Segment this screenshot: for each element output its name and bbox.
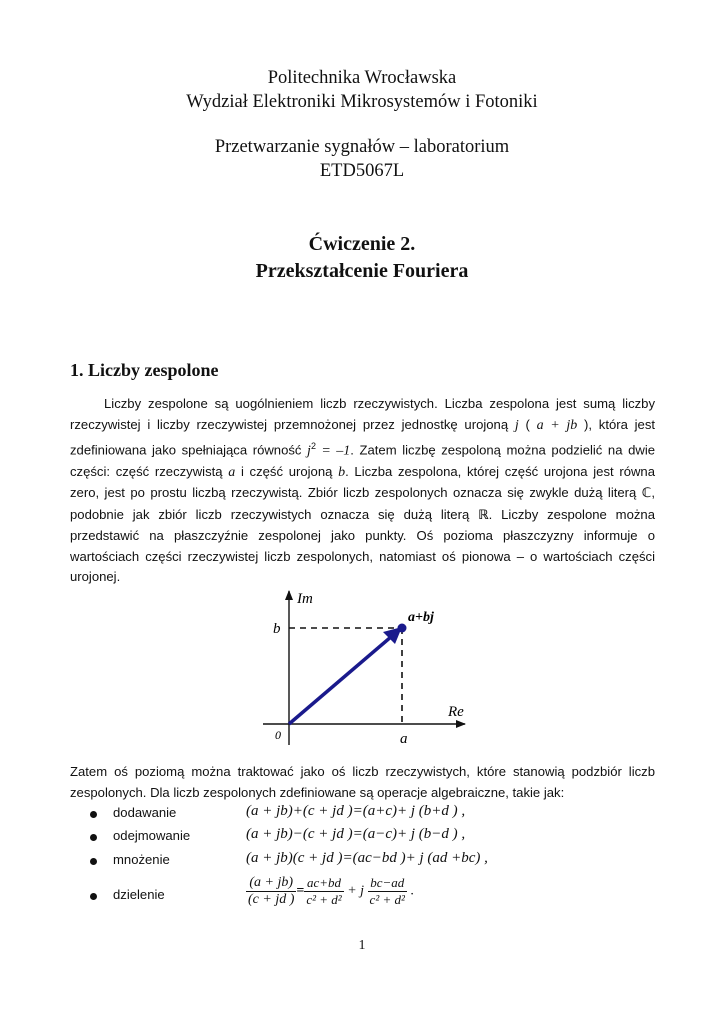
real-set-symbol: ℝ [478,507,489,523]
operations-intro-paragraph: Zatem oś poziomą można traktować jako oś liczb rzeczywistych, które stanowią podzbiór liczb zespolonych. Dla liczb zespolonych zdefiniowane są operacje algebraiczne, takie jak: [70,764,655,800]
bullet-icon [90,893,97,900]
operation-label: dodawanie [113,805,177,820]
exercise-number: Ćwiczenie 2. [308,233,416,255]
complex-vector [289,636,392,724]
course-code: ETD5067L [319,161,405,181]
a-label: a [400,731,408,747]
university-name: Politechnika Wrocławska [267,68,457,88]
exercise-title: Przekształcenie Fouriera [255,260,469,282]
im-axis-label: Im [297,591,313,607]
re-axis-label: Re [448,704,464,720]
point-label: a+bj [408,610,434,625]
operation-formula: (a + jb)(c + jd )=(ac−bd )+ j (ad +bc) , [246,850,488,866]
operation-formula: (a + jb)+(c + jd )=(a+c)+ j (b+d ) , [246,803,466,819]
operation-label: odejmowanie [113,828,191,843]
bullet-icon [90,834,97,841]
origin-label: 0 [275,728,281,742]
division-formula: $\frac{(a + jb)}{(c + jd )}$ = $\frac{ac+bd}{\text{c² + d²}}$ + j $\frac{bc-ad}{\text{c² + d²}}$ . [248,875,414,907]
intro-paragraph: Liczby zespolone są uogólnieniem liczb rzeczywistych. Liczba zespolona jest sumą liczby rzeczywistej i liczby rzeczywistej przemnożonej przez jednostkę urojoną j ( a + jb ), która jest zdefiniowana jako spełniająca równość $j^2 = -1$. Zatem liczbę zespoloną można podzielić na dwie części: część rzeczywistą a i część urojoną b. Liczba zespolona, której część urojona jest równa zero, jest po prostu liczbą rzeczywistą. Zbiór liczb zespolonych oznacza się zwykle dużą literą ℂ, podobnie jak zbiór liczb rzeczywistych oznacza się dużą literą ℝ. Liczby zespolone można przedstawić na płaszczyźnie zespolonej jako punkty. Oś pozioma płaszczyzny informuje o wartościach części rzeczywistej liczb zespolonych, natomiast oś pionowa – o wartościach części urojonej. [70,396,656,585]
complex-set-symbol: ℂ [641,486,652,502]
bullet-icon [90,811,97,818]
operation-formula: (a + jb)−(c + jd )=(a−c)+ j (b−d ) , [246,826,466,842]
page-number: 1 [358,938,366,953]
course-name: Przetwarzanie sygnałów – laboratorium [214,137,510,157]
operation-label: mnożenie [113,852,170,867]
complex-plane-figure [255,585,485,750]
section-heading: 1. Liczby zespolone [70,360,219,380]
b-label: b [273,621,281,637]
complex-point [398,624,407,633]
faculty-name: Wydział Elektroniki Mikrosystemów i Fotoniki [186,92,538,112]
operation-label: dzielenie [113,887,165,902]
bullet-icon [90,858,97,865]
